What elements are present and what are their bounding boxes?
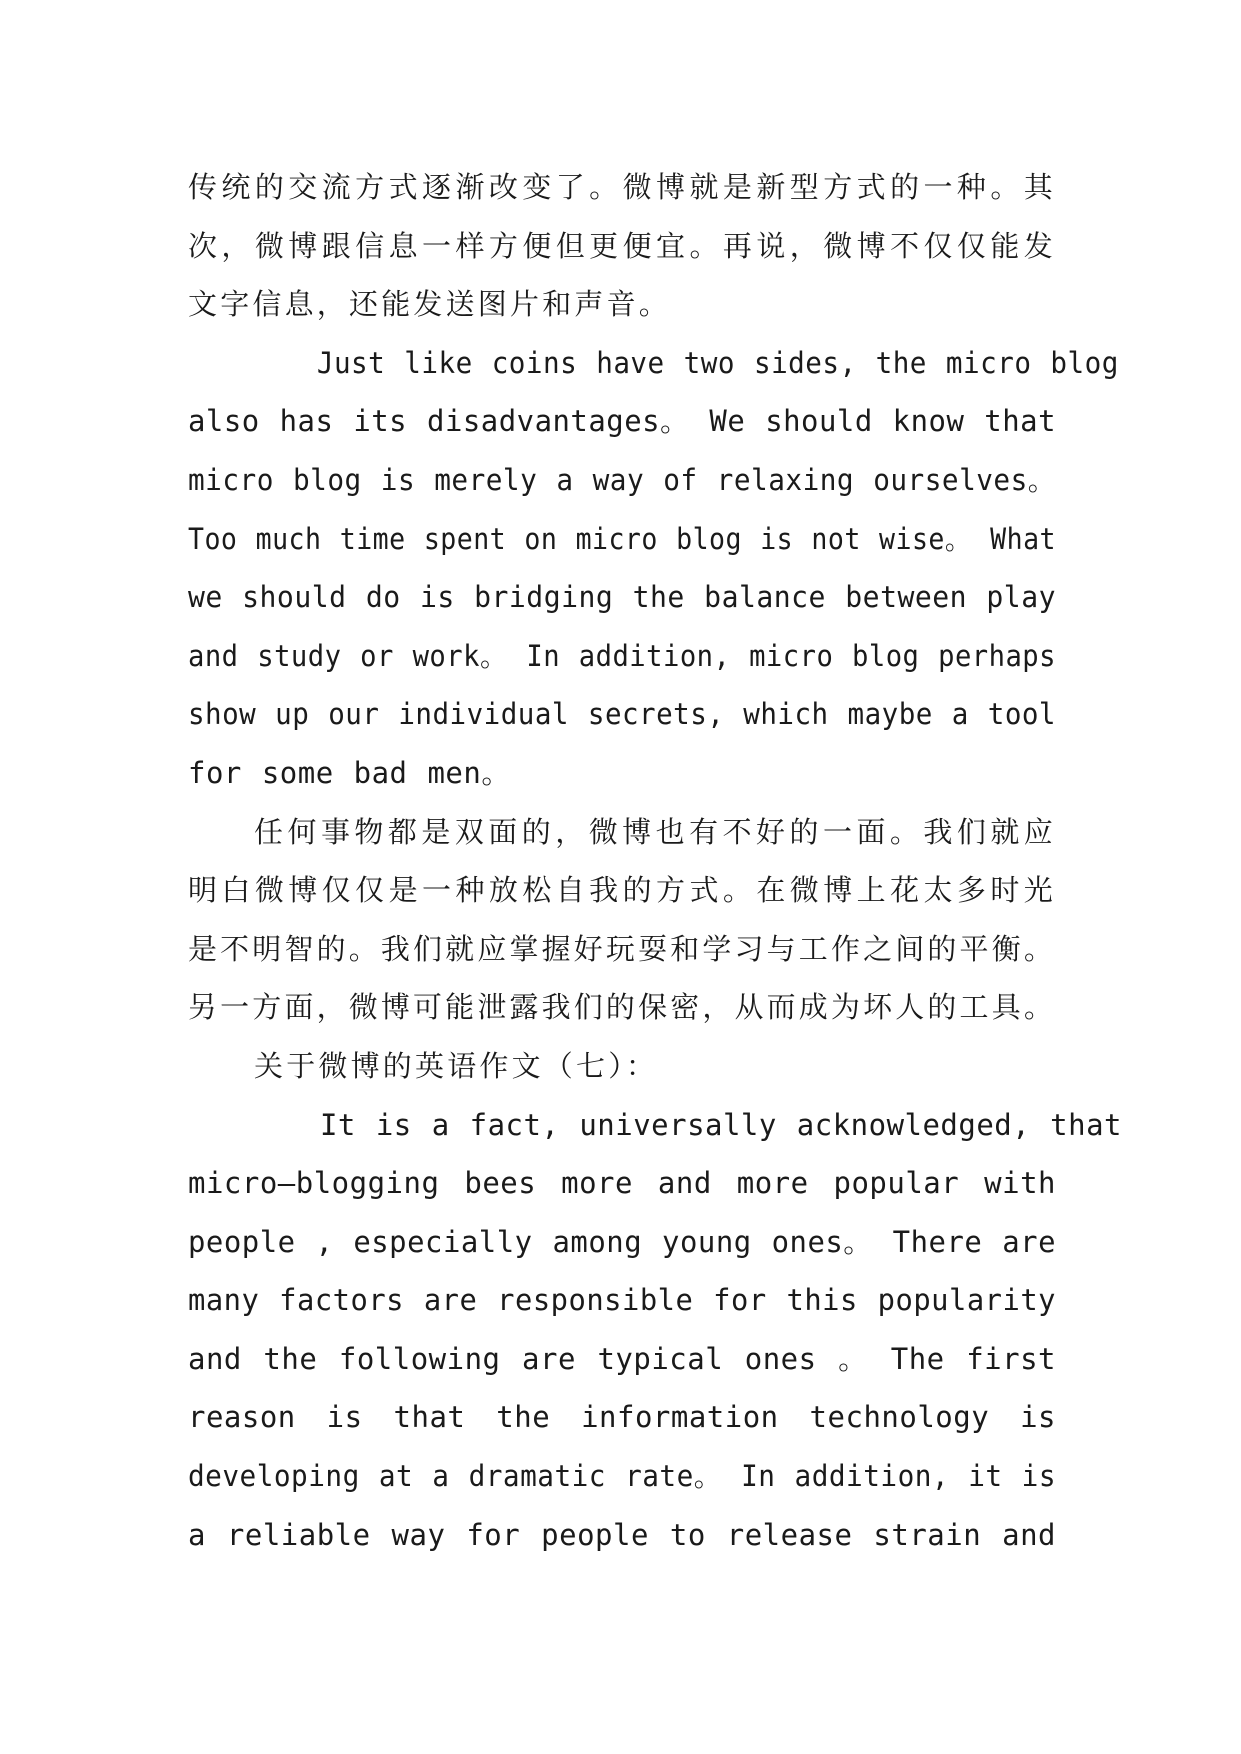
- document-body: [188, 158, 1122, 1564]
- section-heading: [188, 1037, 1056, 1096]
- text-line: 是不明智的。我们就应掌握好玩耍和学习与工作之间的平衡。: [188, 931, 1056, 966]
- paragraph-en-popularity: [188, 1096, 1122, 1565]
- text-line: 传统的交流方式逐渐改变了。微博就是新型方式的一种。其: [188, 170, 1056, 204]
- text-line: Too much time spent on micro blog is not wise。 What: [188, 521, 1056, 556]
- text-line: and study or work。 In addition, micro blog perhaps: [188, 638, 1056, 673]
- text-line: show up our individual secrets, which maybe a tool: [188, 697, 1056, 732]
- paragraph-en-disadvantages: [188, 334, 1119, 803]
- text-line: and the following are typical ones 。 The first: [188, 1341, 1056, 1376]
- text-line: 另一方面，微博可能泄露我们的保密，从而成为坏人的工具。: [188, 990, 1056, 1025]
- text-line: many factors are responsible for this popularity: [188, 1283, 1056, 1318]
- text-line: for some bad men。: [188, 755, 511, 790]
- text-line: people , especially among young ones。 There are: [188, 1224, 1056, 1259]
- text-line: 次，微博跟信息一样方便但更便宜。再说，微博不仅仅能发: [188, 228, 1056, 263]
- text-line: micro blog is merely a way of relaxing ourselves。: [188, 462, 1056, 497]
- text-line: also has its disadvantages。 We should know that: [188, 404, 1056, 439]
- text-line: It is a fact, universally acknowledged, that: [319, 1107, 1122, 1142]
- text-line: 任何事物都是双面的，微博也有不好的一面。我们就应: [254, 814, 1056, 849]
- text-line: Just like coins have two sides, the micro blog: [316, 345, 1119, 380]
- text-line: a reliable way for people to release strain and: [188, 1517, 1056, 1552]
- text-line: we should do is bridging the balance between play: [188, 580, 1056, 615]
- paragraph-zh-intro: [188, 158, 1056, 334]
- text-line: reason is that the information technology is: [188, 1400, 1056, 1435]
- text-line: 文字信息，还能发送图片和声音。: [188, 287, 672, 322]
- text-line: 明白微博仅仅是一种放松自我的方式。在微博上花太多时光: [188, 873, 1056, 908]
- text-line: 关于微博的英语作文（七）：: [254, 1048, 659, 1083]
- text-line: developing at a dramatic rate。 In addition, it is: [188, 1459, 1056, 1494]
- paragraph-zh-disadvantages: [188, 803, 1056, 1037]
- text-line: micro—blogging bees more and more popular with: [188, 1166, 1056, 1201]
